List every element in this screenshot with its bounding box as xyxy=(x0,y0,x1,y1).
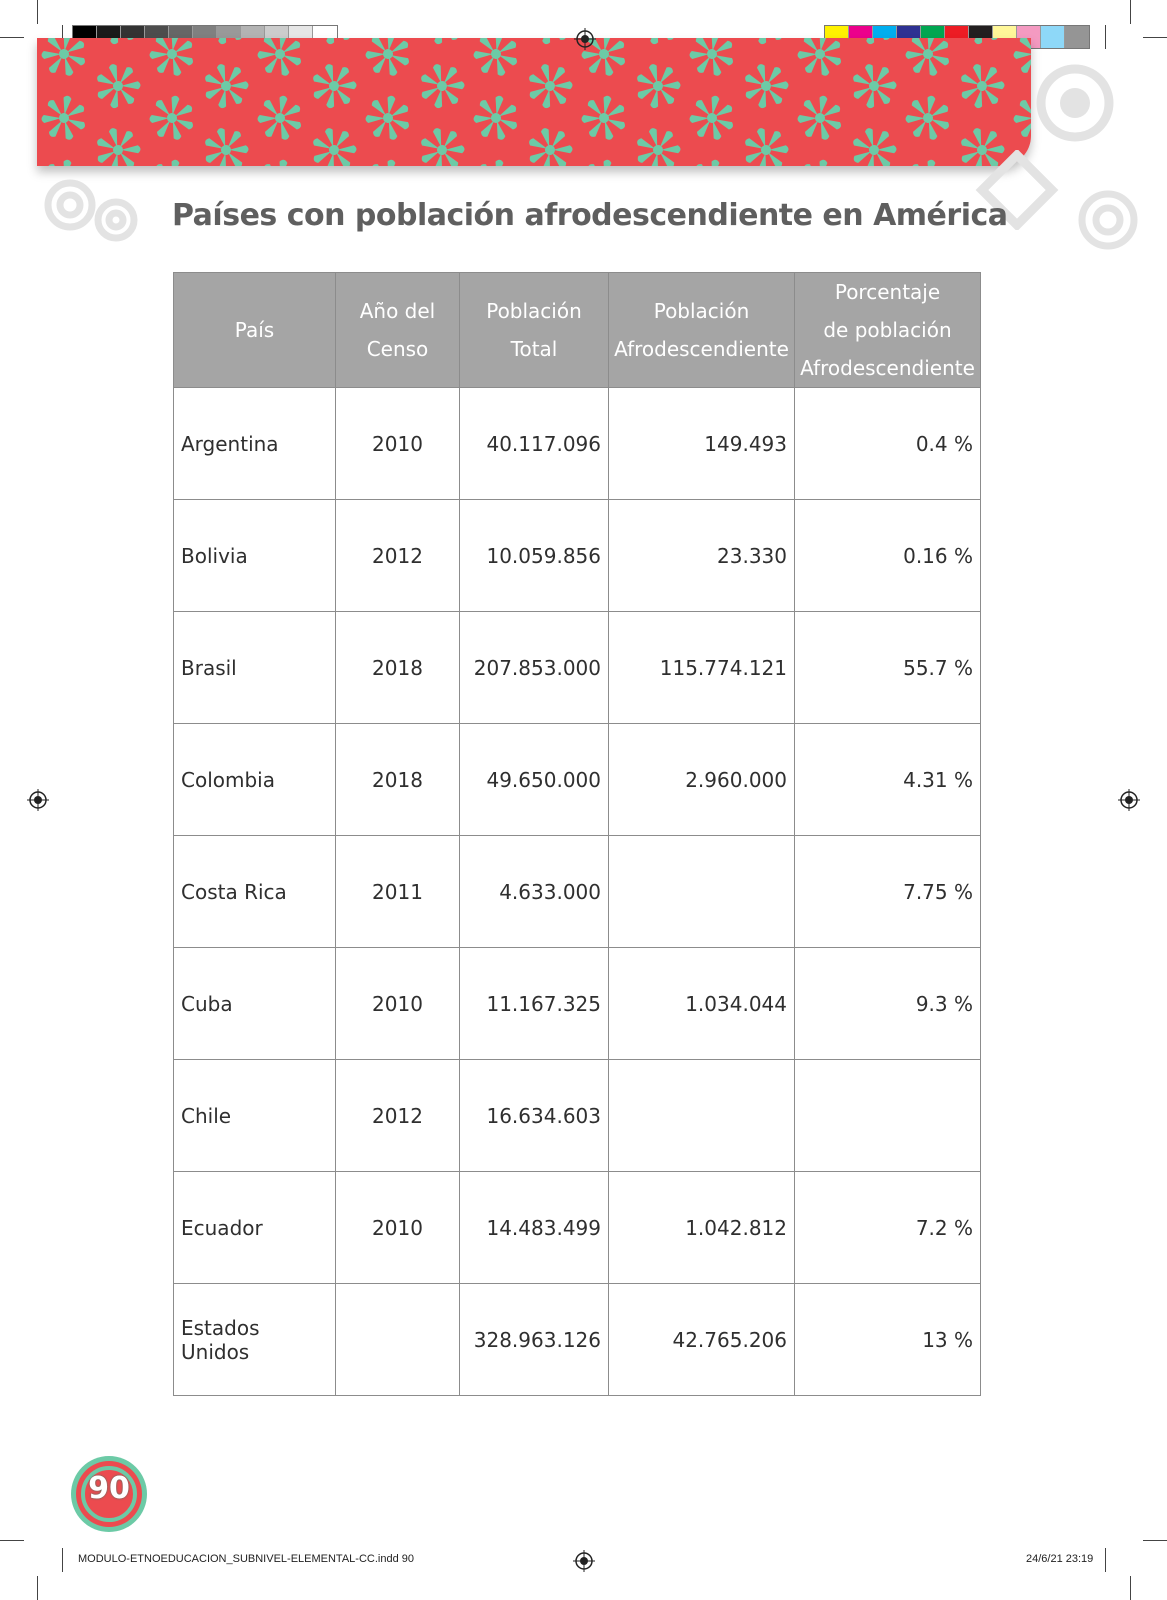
header-pais: País xyxy=(174,273,336,388)
cell-pct: 7.2 % xyxy=(795,1172,981,1284)
cell-pct: 13 % xyxy=(795,1284,981,1396)
cell-total: 207.853.000 xyxy=(460,612,609,724)
cell-pais: Brasil xyxy=(174,612,336,724)
registration-mark-icon xyxy=(574,28,596,50)
cell-anio: 2012 xyxy=(336,1060,460,1172)
cell-afro: 2.960.000 xyxy=(609,724,795,836)
cell-anio: 2010 xyxy=(336,1172,460,1284)
crop-mark xyxy=(1130,1576,1131,1600)
cell-total: 328.963.126 xyxy=(460,1284,609,1396)
sun-ornament-icon xyxy=(1020,48,1130,158)
cell-total: 49.650.000 xyxy=(460,724,609,836)
cell-anio: 2018 xyxy=(336,612,460,724)
cell-anio: 2012 xyxy=(336,500,460,612)
table-row xyxy=(174,1060,981,1172)
registration-mark-icon xyxy=(573,1550,595,1572)
crop-mark xyxy=(1105,25,1106,49)
crop-mark xyxy=(1130,0,1131,24)
cell-total: 14.483.499 xyxy=(460,1172,609,1284)
crop-mark xyxy=(1143,1540,1167,1541)
header-anio: Año del Censo xyxy=(336,273,460,388)
table-row xyxy=(174,388,981,500)
crop-mark xyxy=(62,1548,63,1572)
header-afro: Población Afrodescendiente xyxy=(609,273,795,388)
cell-anio: 2011 xyxy=(336,836,460,948)
footer-file-name: MODULO-ETNOEDUCACION_SUBNIVEL-ELEMENTAL-CC.indd 90 xyxy=(78,1553,414,1565)
cell-pais: Estados Unidos xyxy=(174,1284,336,1396)
cell-total: 10.059.856 xyxy=(460,500,609,612)
crop-mark xyxy=(0,37,24,38)
cell-pct: 0.16 % xyxy=(795,500,981,612)
header-total: Población Total xyxy=(460,273,609,388)
footer-date: 24/6/21 23:19 xyxy=(1026,1553,1094,1565)
cell-total: 40.117.096 xyxy=(460,388,609,500)
cell-afro: 115.774.121 xyxy=(609,612,795,724)
registration-mark-icon xyxy=(1118,789,1140,811)
table-row xyxy=(174,948,981,1060)
table-header-row xyxy=(174,273,981,388)
cell-pais: Chile xyxy=(174,1060,336,1172)
cell-anio: 2018 xyxy=(336,724,460,836)
table-row xyxy=(174,500,981,612)
page-number-badge xyxy=(68,1453,150,1535)
cell-pais: Argentina xyxy=(174,388,336,500)
cell-afro: 23.330 xyxy=(609,500,795,612)
cell-pct xyxy=(795,1060,981,1172)
cell-pais: Costa Rica xyxy=(174,836,336,948)
cell-pct: 9.3 % xyxy=(795,948,981,1060)
cell-anio: 2010 xyxy=(336,948,460,1060)
cell-pct: 0.4 % xyxy=(795,388,981,500)
color-swatch xyxy=(1065,26,1089,48)
cell-pct: 55.7 % xyxy=(795,612,981,724)
crop-mark xyxy=(37,1576,38,1600)
cell-pais: Ecuador xyxy=(174,1172,336,1284)
cell-total: 16.634.603 xyxy=(460,1060,609,1172)
registration-mark-icon xyxy=(27,789,49,811)
cell-afro: 1.042.812 xyxy=(609,1172,795,1284)
population-table xyxy=(173,272,981,1396)
page-title: Países con población afrodescendiente en América xyxy=(172,198,1008,233)
cell-pct: 7.75 % xyxy=(795,836,981,948)
page-number: 90 xyxy=(88,1471,130,1506)
spiral-ornament-icon xyxy=(38,160,148,255)
cell-pais: Colombia xyxy=(174,724,336,836)
floral-banner xyxy=(37,38,1031,166)
cell-total: 4.633.000 xyxy=(460,836,609,948)
table-row xyxy=(174,724,981,836)
crop-mark xyxy=(1143,37,1167,38)
spiral-ornament-icon xyxy=(1058,170,1138,280)
header-pct: Porcentaje de población Afrodescendiente xyxy=(795,273,981,388)
cell-afro: 1.034.044 xyxy=(609,948,795,1060)
crop-mark xyxy=(0,1540,24,1541)
cell-afro: 42.765.206 xyxy=(609,1284,795,1396)
crop-mark xyxy=(37,0,38,24)
cell-pais: Cuba xyxy=(174,948,336,1060)
table-row xyxy=(174,1172,981,1284)
table-row xyxy=(174,1284,981,1396)
color-swatch xyxy=(1041,26,1065,48)
table-row xyxy=(174,836,981,948)
cell-afro xyxy=(609,1060,795,1172)
cell-afro xyxy=(609,836,795,948)
table-row xyxy=(174,612,981,724)
cell-anio xyxy=(336,1284,460,1396)
cell-total: 11.167.325 xyxy=(460,948,609,1060)
cell-pais: Bolivia xyxy=(174,500,336,612)
crop-mark xyxy=(1105,1548,1106,1572)
cell-anio: 2010 xyxy=(336,388,460,500)
cell-pct: 4.31 % xyxy=(795,724,981,836)
cell-afro: 149.493 xyxy=(609,388,795,500)
